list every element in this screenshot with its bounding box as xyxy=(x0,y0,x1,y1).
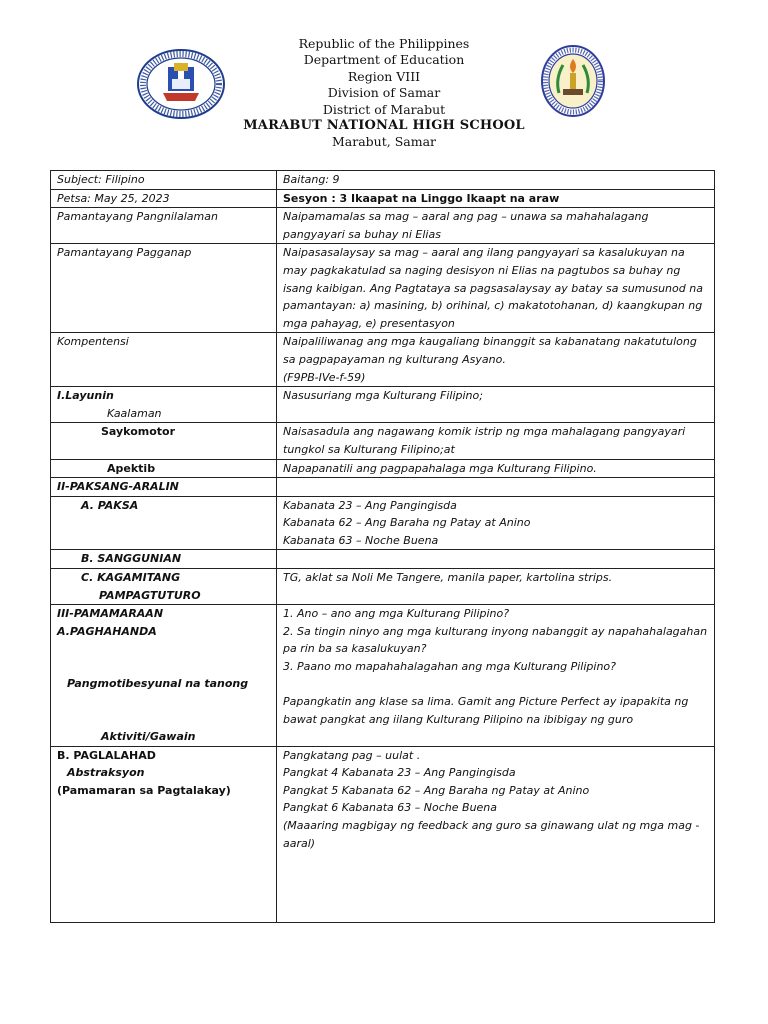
question-item: 3. Paano mo mapahahalagahan ang mga Kulturang Pilipino? xyxy=(283,660,617,674)
spacer xyxy=(283,676,709,694)
header-department: Department of Education xyxy=(303,52,465,68)
pamamaraan-cell xyxy=(51,605,277,746)
paglalahad-item: Pangkat 4 Kabanata 23 – Ang Pangingisda xyxy=(283,766,516,780)
pamantayang-pagganap-label: Pamantayang Pagganap xyxy=(51,244,277,333)
table-row xyxy=(51,746,715,922)
letterhead xyxy=(0,36,768,151)
paghahanda-label: A.PAGHAHANDA xyxy=(57,624,157,638)
table-row xyxy=(51,605,715,746)
paglalahad-values xyxy=(277,746,715,922)
paglalahad-item: Pangkat 6 Kabanata 63 – Noche Buena xyxy=(283,801,498,815)
sanggunian-cell xyxy=(51,550,277,569)
pamamaran-label: (Pamamaran sa Pagtalakay) xyxy=(57,783,231,797)
table-row xyxy=(51,333,715,387)
paksa-label: A. PAKSA xyxy=(81,498,139,512)
table-row xyxy=(51,189,715,208)
empty-cell xyxy=(277,550,715,569)
table-row xyxy=(51,387,715,423)
empty-cell xyxy=(277,478,715,497)
paksang-aralin-label: II-PAKSANG-ARALIN xyxy=(51,478,277,497)
kagamitan-cell xyxy=(51,569,277,605)
spacer xyxy=(57,640,271,675)
kompentensi-code: (F9PB-IVe-f-59) xyxy=(283,370,366,384)
paksa-item: Kabanata 23 – Ang Pangingisda xyxy=(283,498,457,512)
table-row xyxy=(51,171,715,190)
apektib-label: Apektib xyxy=(107,461,156,475)
kagamitan-value: TG, aklat sa Noli Me Tangere, manila paper, kartolina strips. xyxy=(277,569,715,605)
aktiviti-label: Aktiviti/Gawain xyxy=(101,730,196,744)
layunin-label: I.Layunin xyxy=(57,389,114,403)
grade-cell: Baitang: 9 xyxy=(277,171,715,190)
paglalahad-item: Pangkatang pag – uulat . xyxy=(283,748,421,762)
table-row xyxy=(51,423,715,459)
pamantayang-pangnilalaman-value: Naipamamalas sa mag – aaral ang pag – unawa sa mahahalagang pangyayari sa buhay ni Elias xyxy=(277,208,715,244)
saykomotor-cell xyxy=(51,423,277,459)
apektib-cell xyxy=(51,459,277,478)
pangmotibesyunal-label: Pangmotibesyunal na tanong xyxy=(67,677,249,691)
date-cell: Petsa: May 25, 2023 xyxy=(51,189,277,208)
kompentensi-text: Naipaliliwanag ang mga kaugaliang binanggit sa kabanatang nakatutulong sa pagpapayaman ng kulturang Asyano. xyxy=(283,335,697,366)
paglalahad-label: B. PAGLALAHAD xyxy=(57,748,156,762)
paglalahad-cell xyxy=(51,746,277,922)
paksa-item: Kabanata 63 – Noche Buena xyxy=(283,533,439,547)
table-row xyxy=(51,496,715,550)
pamamaraan-values xyxy=(277,605,715,746)
pangmotibesyunal-value: Papangkatin ang klase sa lima. Gamit ang Picture Perfect ay ipapakita ng bawat pangkat ang iilang Kulturang Pilipino na ibibigay ng guro xyxy=(283,695,689,726)
pamamaraan-label: III-PAMAMARAAN xyxy=(57,607,164,621)
header-address: Marabut, Samar xyxy=(332,134,436,150)
paglalahad-item: (Maaaring magbigay ng feedback ang guro sa ginawang ulat ng mga mag - aaral) xyxy=(283,819,700,850)
table-row xyxy=(51,569,715,605)
header-district: District of Marabut xyxy=(322,101,446,117)
paksa-cell xyxy=(51,496,277,550)
header-region: Region VIII xyxy=(347,68,421,84)
lesson-plan-table xyxy=(50,170,715,923)
sanggunian-label: B. SANGGUNIAN xyxy=(81,552,182,566)
header-country: Republic of the Philippines xyxy=(298,36,470,51)
header-school-name: MARABUT NATIONAL HIGH SCHOOL xyxy=(243,118,525,134)
saykomotor-value: Naisasadula ang nagawang komik istrip ng mga mahalagang pangyayari tungkol sa Kulturang Filipino;at xyxy=(277,423,715,459)
pamantayang-pagganap-value: Naipasasalaysay sa mag – aaral ang ilang pangyayari sa kasalukuyan na may pagkakatulad sa naging desisyon ni Elias na pagtubos sa buhay ng isang kaibigan. Ang Pagtataya sa pagsasalaysay ay batay sa sumusunod na pamantayan: a) masining, b) orihinal, c) makatotohanan, d) kaangkupan ng mga pahayag, e) presentasyon xyxy=(277,244,715,333)
layunin-cell xyxy=(51,387,277,423)
question-item: 2. Sa tingin ninyo ang mga kulturang inyong nabanggit ay napahahalagahan pa rin ba sa kasalukuyan? xyxy=(283,624,708,656)
saykomotor-label: Saykomotor xyxy=(101,425,176,439)
table-row xyxy=(51,550,715,569)
apektib-value: Napapanatili ang pagpapahalaga mga Kulturang Filipino. xyxy=(277,459,715,478)
table-row xyxy=(51,244,715,333)
header-division: Division of Samar xyxy=(327,85,441,101)
kagamitan-label-cont: PAMPAGTUTURO xyxy=(99,588,201,602)
session-cell: Sesyon : 3 Ikaapat na Linggo Ikaapt na araw xyxy=(277,189,715,208)
kompentensi-value xyxy=(277,333,715,387)
kagamitan-label: C. KAGAMITANG xyxy=(81,571,181,585)
abstraksyon-label: Abstraksyon xyxy=(67,766,145,780)
kompentensi-label: Kompentensi xyxy=(51,333,277,387)
subject-cell: Subject: Filipino xyxy=(51,171,277,190)
question-item: 1. Ano – ano ang mga Kulturang Pilipino? xyxy=(283,607,510,621)
kaalaman-value: Nasusuriang mga Kulturang Filipino; xyxy=(277,387,715,423)
table-row xyxy=(51,478,715,497)
paksa-item: Kabanata 62 – Ang Baraha ng Patay at Anino xyxy=(283,516,531,530)
spacer xyxy=(57,693,271,728)
table-row xyxy=(51,208,715,244)
paglalahad-item: Pangkat 5 Kabanata 62 – Ang Baraha ng Patay at Anino xyxy=(283,783,590,797)
kaalaman-label: Kaalaman xyxy=(107,406,162,420)
paksa-values xyxy=(277,496,715,550)
table-row xyxy=(51,459,715,478)
pamantayang-pangnilalaman-label: Pamantayang Pangnilalaman xyxy=(51,208,277,244)
